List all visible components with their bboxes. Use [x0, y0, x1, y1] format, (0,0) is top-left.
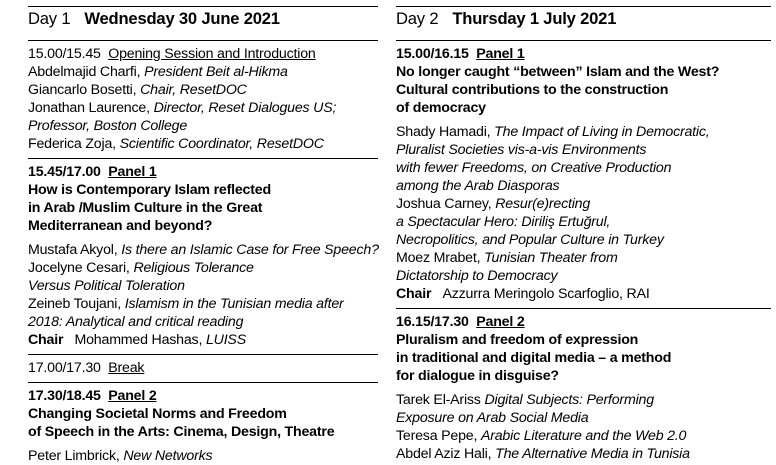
- talk-line: Mustafa Akyol, Is there an Islamic Case for Free Speech?: [28, 242, 379, 258]
- talk-line: Teresa Pepe, Arabic Literature and the Web 2.0: [396, 428, 687, 444]
- panel-title-line: of democracy: [396, 100, 486, 116]
- day2-top-rule: [396, 6, 771, 7]
- talk-line: Necropolitics, and Popular Culture in Turkey: [396, 232, 664, 248]
- divider: [396, 40, 771, 41]
- talk-line: Abdel Aziz Hali, The Alternative Media in Tunisia: [396, 446, 690, 462]
- day1-label: Day 1: [28, 9, 71, 28]
- talk-line: Dictatorship to Democracy: [396, 268, 558, 284]
- day2-header: [396, 0, 771, 35]
- opening-time: 15.00/15.45: [28, 46, 101, 62]
- talk-line: Versus Political Toleration: [28, 278, 185, 294]
- divider: [28, 382, 378, 383]
- panel-time: 17.30/18.45: [28, 388, 101, 404]
- panel-title-line: How is Contemporary Islam reflected: [28, 182, 271, 198]
- chair-line: Chair Azzurra Meringolo Scarfoglio, RAI: [396, 286, 650, 302]
- speaker-line: Giancarlo Bosetti, Chair, ResetDOC: [28, 82, 247, 98]
- panel-time: 15.00/16.15: [396, 46, 469, 62]
- panel-label: Panel 1: [108, 164, 157, 180]
- day1-panel1: [28, 163, 378, 349]
- panel-title-line: Mediterranean and beyond?: [28, 218, 213, 234]
- day1-header: [28, 0, 378, 35]
- break-line: 17.00/17.30 Break: [28, 360, 145, 376]
- panel-title-line: of Speech in the Arts: Cinema, Design, Theatre: [28, 424, 335, 440]
- panel-label: Panel 1: [476, 46, 525, 62]
- panel-label: Panel 2: [108, 388, 157, 404]
- divider: [28, 40, 378, 41]
- talk-line: Pluralist Societies vis-a-vis Environments: [396, 142, 647, 158]
- panel-title-line: Changing Societal Norms and Freedom: [28, 406, 287, 422]
- day2-panel1: [396, 45, 771, 303]
- talk-line: Jocelyne Cesari, Religious Tolerance: [28, 260, 254, 276]
- day1-column: [28, 0, 378, 465]
- speaker-line: Jonathan Laurence, Director, Reset Dialogues US;: [28, 100, 337, 116]
- day1-date: Wednesday 30 June 2021: [84, 9, 280, 28]
- panel-title-line: No longer caught “between” Islam and the West?: [396, 64, 720, 80]
- talk-line: Exposure on Arab Social Media: [396, 410, 589, 426]
- speaker-line: Federica Zoja, Scientific Coordinator, ResetDOC: [28, 136, 324, 152]
- divider: [396, 308, 771, 309]
- speaker-line: Abdelmajid Charfi, President Beit al-Hikma: [28, 64, 288, 80]
- talk-line: Moez Mrabet, Tunisian Theater from: [396, 250, 618, 266]
- opening-session: [28, 45, 378, 153]
- talk-line: Peter Limbrick, New Networks: [28, 448, 213, 464]
- talk-line: Shady Hamadi, The Impact of Living in Democratic,: [396, 124, 710, 140]
- speaker-line: Professor, Boston College: [28, 118, 188, 134]
- panel-time: 15.45/17.00: [28, 164, 101, 180]
- divider: [28, 354, 378, 355]
- talk-line: 2018: Analytical and critical reading: [28, 314, 244, 330]
- day2-label: Day 2: [396, 9, 439, 28]
- panel-title-line: Pluralism and freedom of expression: [396, 332, 639, 348]
- panel-time: 16.15/17.30: [396, 314, 469, 330]
- day1-top-rule: [28, 6, 378, 7]
- day2-panel2: [396, 313, 771, 463]
- talk-line: with fewer Freedoms, on Creative Production: [396, 160, 672, 176]
- panel-title-line: Cultural contributions to the construction: [396, 82, 669, 98]
- talk-line: a Spectacular Hero: Diriliş Ertuğrul,: [396, 214, 611, 230]
- panel-title-line: in traditional and digital media – a method: [396, 350, 672, 366]
- panel-label: Panel 2: [476, 314, 525, 330]
- opening-label: Opening Session and Introduction: [108, 46, 316, 62]
- talk-line: Joshua Carney, Resur(e)recting: [396, 196, 591, 212]
- talk-line: among the Arab Diasporas: [396, 178, 560, 194]
- divider: [28, 158, 378, 159]
- talk-line: Zeineb Toujani, Islamism in the Tunisian media after: [28, 296, 344, 312]
- panel-title-line: in Arab /Muslim Culture in the Great: [28, 200, 263, 216]
- day2-column: [396, 0, 771, 463]
- panel-title-line: for dialogue in disguise?: [396, 368, 559, 384]
- day2-date: Thursday 1 July 2021: [452, 9, 617, 28]
- day1-panel2: [28, 387, 378, 465]
- chair-line: Chair Mohammed Hashas, LUISS: [28, 332, 246, 348]
- talk-line: Tarek El-Ariss Digital Subjects: Performing: [396, 392, 654, 408]
